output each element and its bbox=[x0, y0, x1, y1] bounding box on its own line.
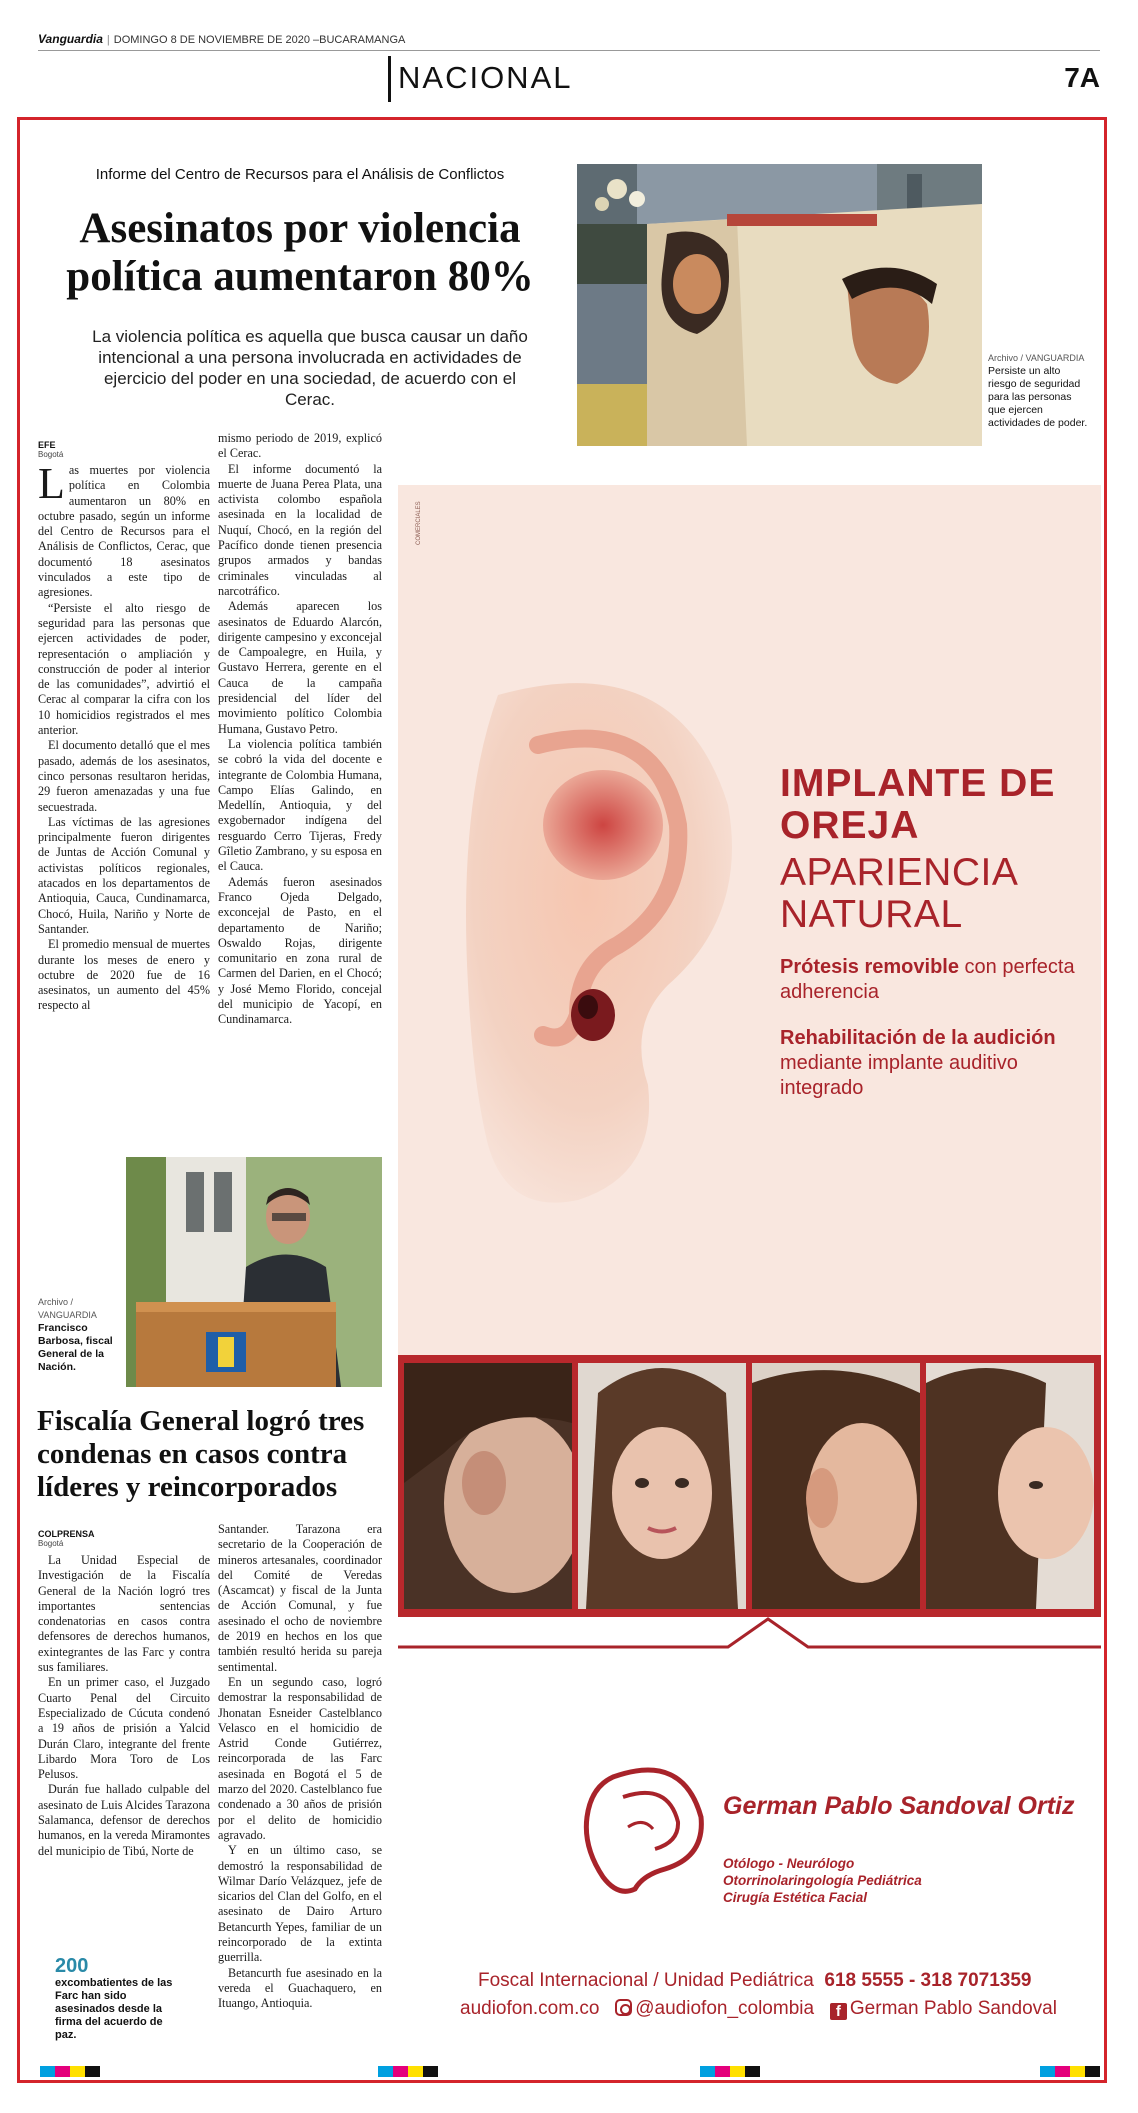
patient-photo-4 bbox=[926, 1363, 1094, 1609]
barbosa-photo-illustration bbox=[126, 1157, 382, 1387]
ad-subtitle: APARIENCIA NATURAL bbox=[780, 851, 1017, 936]
ad-feature-2-bold: Rehabilitación de la audición bbox=[780, 1027, 1056, 1049]
article1-byline bbox=[38, 440, 63, 459]
stat-box bbox=[55, 1955, 175, 2042]
contact-social bbox=[460, 1998, 1080, 2020]
article2-col1 bbox=[38, 1553, 210, 1859]
instagram-handle: @audiofon_colombia bbox=[635, 1998, 815, 2019]
doctor-name: German Pablo Sandoval Ortiz bbox=[723, 1792, 1075, 1820]
instagram-icon bbox=[615, 1999, 632, 2016]
caption-text: Persiste un alto riesgo de seguridad para las personas que ejercen actividades de poder. bbox=[988, 365, 1088, 429]
contact-phones: 618 5555 - 318 7071359 bbox=[824, 1970, 1032, 1991]
paragraph: Santander. Tarazona era secretario de la Cooperación de mineros artesanales, coordinador del Comité de Veredas (Ascamcat) y fiscal de la Junta de Acción Comunal, y fue asesinado el ocho de noviembre de 2019 en hechos en los que también resultó herida su pareja sentimental. bbox=[218, 1522, 382, 1674]
patient-photo-1-illustration bbox=[404, 1363, 572, 1609]
paragraph: En un primer caso, el Juzgado Cuarto Penal del Circuito Especializado de Cúcuta condenó a 19 años de prisión a Yalcid Durán Claro, integrante del frente Libardo Mora Toro de Los Pelusos. bbox=[38, 1675, 210, 1782]
paragraph: mismo periodo de 2019, explicó el Cerac. bbox=[218, 431, 382, 461]
stat-number: 200 bbox=[55, 1955, 89, 1977]
photo-credit: Archivo / VANGUARDIA bbox=[988, 353, 1085, 363]
article1-headline: Asesinatos por violencia política aumentaron 80% bbox=[66, 205, 534, 300]
paragraph: Betancurth fue asesinado en la vereda el Guachaquero, en Ituango, Antioquia. bbox=[218, 1965, 382, 2011]
masthead-separator: | bbox=[106, 34, 110, 46]
paragraph: Durán fue hallado culpable del asesinato de Luis Alcides Tarazona Salamanca, defensor de derechos humanos, en la vereda Miramontes del municipio de Tibú, Norte de bbox=[38, 1782, 210, 1858]
ad-feature-1 bbox=[780, 955, 1080, 1005]
paragraph: El informe documentó la muerte de Juana Perea Plata, una activista colombo española asesinada en la localidad de Nuquí, Chocó, en la región del Pacífico donde tienen presencia grupos armados y bandas criminales vinculadas al narcotráfico. bbox=[218, 461, 382, 598]
specialty: Otólogo - Neurólogo bbox=[723, 1856, 855, 1871]
ad-tiny-label: COMERCIALES bbox=[416, 501, 422, 545]
color-registration-bar bbox=[700, 2066, 760, 2077]
doctor-logo-ear-icon bbox=[573, 1757, 713, 1897]
masthead bbox=[38, 32, 1100, 50]
website: audiofon.com.co bbox=[460, 1998, 600, 2019]
ear-illustration bbox=[428, 655, 768, 1215]
barbosa-photo bbox=[126, 1157, 382, 1387]
section-name: NACIONAL bbox=[398, 60, 573, 95]
patient-photo-4-illustration bbox=[926, 1363, 1094, 1609]
roof-line-decoration bbox=[398, 1617, 1101, 1657]
article1-kicker: Informe del Centro de Recursos para el Análisis de Conflictos bbox=[95, 166, 505, 183]
article1-col1 bbox=[38, 459, 210, 1014]
paragraph: Además fueron asesinados Franco Ojeda Delgado, exconcejal de Pasto, en el departamento de Nariño; Oswaldo Rojas, dirigente comunitario en zona rural de Carmen del Darien, en el Chocó; y José Memo Florido, concejal del municipio de Yacopí, en Cundinamarca. bbox=[218, 874, 382, 1027]
patient-photo-strip bbox=[398, 1355, 1101, 1617]
byline-city: Bogotá bbox=[38, 1539, 64, 1548]
patient-photo-2-illustration bbox=[578, 1363, 746, 1609]
facebook-name: German Pablo Sandoval bbox=[849, 1998, 1057, 2019]
photo-credit: Archivo / VANGUARDIA bbox=[38, 1297, 97, 1320]
article2-headline: Fiscalía General logró tres condenas en casos contra líderes y reincorporados bbox=[37, 1405, 365, 1503]
color-registration-bar bbox=[40, 2066, 100, 2077]
article2-byline bbox=[38, 1529, 95, 1548]
specialty: Cirugía Estética Facial bbox=[723, 1890, 868, 1905]
ear-implant-ad bbox=[398, 485, 1101, 2080]
paragraph: En un segundo caso, logró demostrar la responsabilidad de Jhonatan Esneider Castelblanco Velasco en el homicidio de Astrid Conde Gutiérrez, reincorporada de las Farc asesinada en Bogotá el 5 de marzo del 2020. Castelblanco fue condenado a 30 años de prisión por el delito de homicidio agravado. bbox=[218, 1674, 382, 1842]
paragraph: “Persiste el alto riesgo de seguridad para las personas que ejercen actividades de poder, representación o ampliación y construcción de poder al interior de las comunidades”, advirtió el Cerac al comparar la cifra con los 10 homicidios registrados el mes anterior. bbox=[38, 600, 210, 738]
contact-location: Foscal Internacional / Unidad Pediátrica bbox=[478, 1970, 814, 1991]
article2-col2 bbox=[218, 1522, 382, 2012]
doctor-specialties bbox=[723, 1855, 922, 1906]
byline-city: Bogotá bbox=[38, 450, 64, 459]
article1-dek: La violencia política es aquella que busca causar un daño intencional a una persona involucrada en actividades de ejercicio del poder en una sociedad, de acuerdo con el Cerac. bbox=[92, 327, 528, 409]
brand-logo: Vanguardia bbox=[38, 32, 103, 46]
ad-feature-1-rest: con perfecta adherencia bbox=[780, 956, 1075, 1003]
paragraph: Además aparecen los asesinatos de Eduardo Alarcón, dirigente campesino y exconcejal de Campoalegre, en Huila, y Gustavo Herrera, gerente en el Cauca de la campaña presidencial del líder del movimiento político Colombia Humana, Gustavo Petro. bbox=[218, 599, 382, 736]
patient-photo-2 bbox=[578, 1363, 746, 1609]
caption-text: Francisco Barbosa, fiscal General de la Nación. bbox=[38, 1322, 113, 1373]
contact-line bbox=[478, 1970, 1038, 1992]
facebook-icon: f bbox=[830, 2003, 847, 2020]
stat-text: excombatientes de las Farc han sido asesinados desde la firma del acuerdo de paz. bbox=[55, 1977, 173, 2041]
protest-photo-illustration bbox=[577, 164, 982, 446]
top-rule bbox=[38, 50, 1100, 51]
patient-photo-3 bbox=[752, 1363, 920, 1609]
byline-agency: EFE bbox=[38, 440, 56, 450]
ad-feature-1-bold: Prótesis removible bbox=[780, 956, 959, 978]
protest-photo bbox=[577, 164, 982, 446]
protest-photo-caption bbox=[988, 352, 1088, 430]
section-bar bbox=[388, 56, 391, 102]
ad-feature-2-rest: mediante implante auditivo integrado bbox=[780, 1052, 1018, 1099]
specialty: Otorrinolaringología Pediátrica bbox=[723, 1873, 922, 1888]
patient-photo-3-illustration bbox=[752, 1363, 920, 1609]
paragraph: Las víctimas de las agresiones principalmente fueron dirigentes de Juntas de Acción Comunal y activistas políticos regionales, atacados en los departamentos de Antioquia, Cauca, Cundinamarca, Chocó, Huila, Nariño y Norte de Santander. bbox=[38, 814, 210, 936]
ad-feature-2 bbox=[780, 1026, 1080, 1101]
paragraph: Las muertes por violencia política en Colombia aumentaron un 80% en octubre pasado, según un informe del Centro de Recursos para el Análisis de Conflictos, Cerac, que documentó 18 asesinatos vinculados a este tipo de agresiones. bbox=[38, 459, 210, 600]
paragraph: Y en un último caso, se demostró la responsabilidad de Wilmar Darío Velázquez, jefe de sicarios del Clan del Golfo, en el asesinato de Dairo Arturo Betancurth Yepes, familiar de un reincorporado de la extinta guerrilla. bbox=[218, 1843, 382, 1965]
article1-col2 bbox=[218, 431, 382, 1028]
page-number: 7A bbox=[1064, 62, 1100, 93]
color-registration-bar bbox=[378, 2066, 438, 2077]
patient-photo-1 bbox=[404, 1363, 572, 1609]
paragraph: La violencia política también se cobró la vida del docente e integrante de Colombia Humana, Campo Elías Galindo, en Medellín, Antioquia, y del exgobernador indígena del resguardo Cerro Tijeras, Fredy Gîletio Zambrano, y su esposa en el Cauca. bbox=[218, 736, 382, 874]
barbosa-photo-caption bbox=[38, 1296, 118, 1374]
color-registration-bar bbox=[1040, 2066, 1100, 2077]
byline-agency: COLPRENSA bbox=[38, 1529, 95, 1539]
dateline: DOMINGO 8 DE NOVIEMBRE DE 2020 –BUCARAMANGA bbox=[113, 34, 406, 46]
paragraph: La Unidad Especial de Investigación de la Fiscalía General de la Nación logró tres importantes sentencias condenatorias en casos contra defensores de derechos humanos, exintegrantes de las Farc y contra sus familiares. bbox=[38, 1553, 210, 1675]
ad-title: IMPLANTE DE OREJA bbox=[780, 762, 1056, 847]
paragraph: El promedio mensual de muertes durante los meses de enero y octubre de 2020 fue de 16 asesinatos, un aumento del 45% respecto al bbox=[38, 937, 210, 1013]
paragraph: El documento detalló que el mes pasado, además de los asesinatos, cinco personas resultaron heridas, 29 fueron amenazadas y una fue secuestrada. bbox=[38, 738, 210, 814]
